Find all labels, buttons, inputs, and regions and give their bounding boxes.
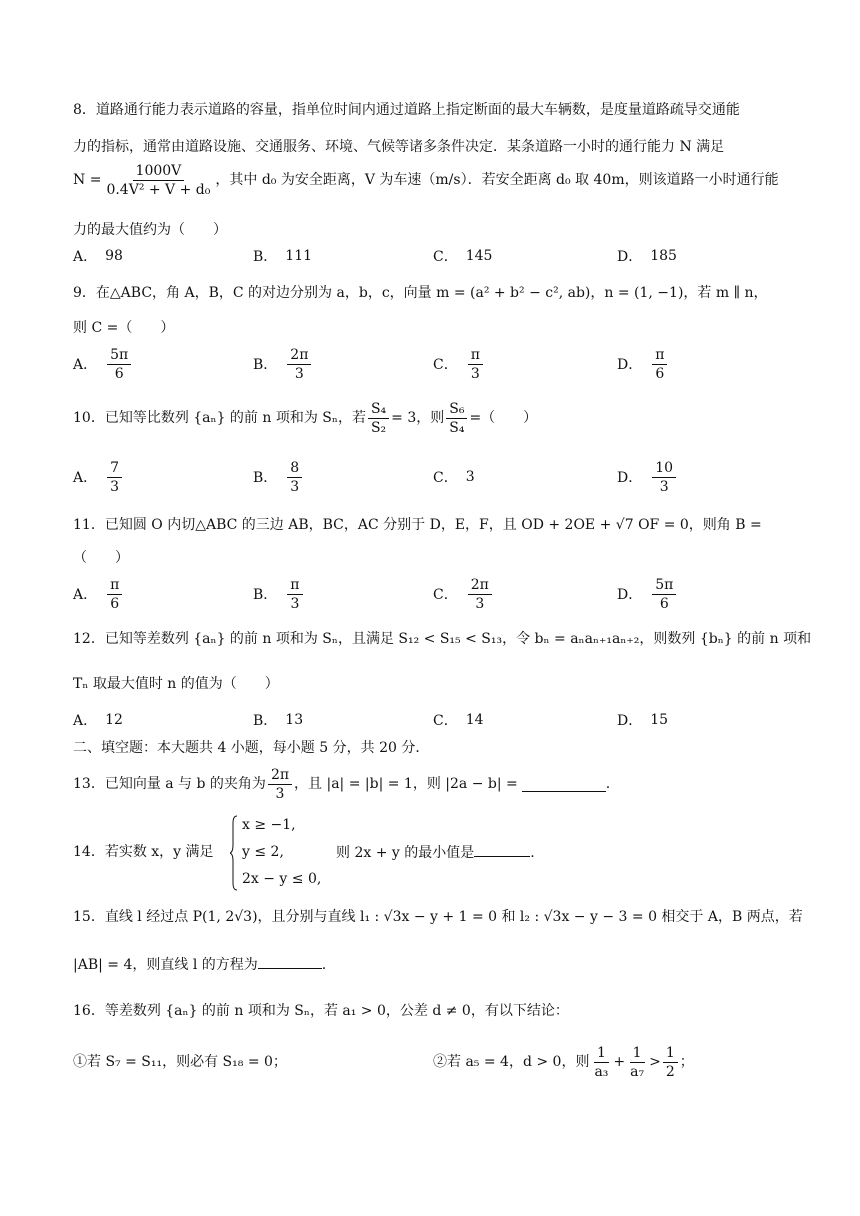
q8-line1: 8．道路通行能力表示道路的容量，指单位时间内通过道路上指定断面的最大车辆数，是度量道路疏导交通能 [73, 102, 740, 118]
q10-pre: 10．已知等比数列 {aₙ} 的前 n 项和为 Sₙ，若 [73, 410, 366, 426]
q10-mid: = 3，则 [391, 410, 445, 426]
q8-option-c[interactable]: C． 145 [433, 248, 493, 265]
q9-option-d[interactable]: D． $\frac{\pi}{6}$ [617, 342, 669, 386]
q9-option-c[interactable]: C． $\frac{\pi}{3}$ [433, 342, 485, 386]
q13-answer-blank[interactable] [522, 777, 606, 792]
q13-fraction: $\frac{2\pi}{3}$ [268, 766, 292, 803]
q12-line2: Tₙ 取最大值时 n 的值为（ ） [73, 676, 279, 692]
q8-option-b[interactable]: B． 111 [253, 248, 313, 265]
q8-formula-lhs: N = [73, 172, 102, 188]
q8-formula-line [73, 160, 779, 200]
q13-line [73, 762, 610, 806]
q8-options [73, 234, 793, 278]
q15-line2-wrap [73, 954, 326, 975]
q10-fraction-2: $\frac{\text{S₆}}{\text{S₄}}$ [446, 400, 467, 437]
q9-option-a[interactable]: A． $\frac{5\pi}{6}$ [73, 342, 133, 386]
q16-item2-fraction-3: $\frac{1}{2}$ [663, 1044, 678, 1081]
q15-end: . [321, 957, 327, 973]
q14-constraint-1: x ≥ −1, [242, 817, 296, 833]
q15-line2: |AB| = 4，则直线 l 的方程为 [73, 957, 258, 973]
q10-post: =（ ） [469, 410, 538, 426]
q8-line2: 力的指标，通常由道路设施、交通服务、环境、气候等诸多条件决定．某条道路一小时的通行能力 N 满足 [73, 139, 725, 155]
q10-line [73, 398, 537, 438]
q16-item2-end: ； [679, 1054, 694, 1070]
q15-answer-blank[interactable] [258, 954, 322, 969]
q14-constraint-2: y ≤ 2, [242, 844, 284, 860]
section-heading-fill-in: 二、填空题：本大题共 4 小题，每小题 5 分，共 20 分． [73, 740, 430, 756]
q9-options [73, 342, 793, 386]
q11-options [73, 572, 793, 616]
q12-option-c[interactable]: C． 14 [433, 712, 484, 729]
q11-option-c[interactable]: C． $\frac{2\pi}{3}$ [433, 572, 494, 616]
q13-end: . [605, 776, 611, 792]
q16-item2-gt: > [649, 1054, 661, 1070]
q11-option-d[interactable]: D． $\frac{5\pi}{6}$ [617, 572, 678, 616]
q9-option-b[interactable]: B． $\frac{2\pi}{3}$ [253, 342, 313, 386]
q8-option-d[interactable]: D． 185 [617, 248, 677, 265]
q11-line2: （ ） [73, 550, 129, 566]
q11-option-a[interactable]: A． $\frac{\pi}{6}$ [73, 572, 124, 616]
q10-option-c[interactable]: C． 3 [433, 469, 475, 486]
q9-line2: 则 C =（ ） [73, 320, 175, 336]
q12-options [73, 698, 793, 742]
q10-fraction-1: $\frac{\text{S₄}}{\text{S₂}}$ [368, 400, 389, 437]
q9-line1: 9．在△ABC，角 A，B，C 的对边分别为 a，b，c，向量 m = (a² + b² − c², ab)，n = (1, −1)，若 m ∥ n， [73, 285, 768, 301]
q11-line1: 11．已知圆 O 内切△ABC 的三边 AB，BC，AC 分别于 D，E，F，且 OD + 2OE + √7 OF = 0，则角 B = [73, 517, 762, 533]
q12-line1: 12．已知等差数列 {aₙ} 的前 n 项和为 Sₙ，且满足 S₁₂ < S₁₅ < S₁₃，令 bₙ = aₙaₙ₊₁aₙ₊₂，则数列 {bₙ} 的前 n 项和 [73, 631, 812, 647]
q12-option-b[interactable]: B． 13 [253, 712, 304, 729]
q10-options [73, 455, 793, 499]
q16-item2-fraction-1: $\frac{1}{\text{a₃}}$ [594, 1044, 609, 1080]
q16-item2-plus: + [613, 1054, 626, 1070]
q14-left-brace [230, 815, 238, 891]
q13-post: ，且 |a| = |b| = 1，则 |2a − b| = [294, 776, 518, 792]
q8-line4: 力的最大值约为（ ） [73, 222, 227, 238]
q16-item2 [433, 1040, 694, 1084]
q14-end: . [530, 845, 535, 861]
q16-item1: ①若 S₇ = S₁₁，则必有 S₁₈ = 0； [73, 1054, 287, 1070]
q8-option-a[interactable]: A． 98 [73, 248, 123, 265]
q14-answer-blank[interactable] [474, 842, 530, 857]
q14-constraint-system [230, 815, 320, 891]
q8-formula-fraction [103, 162, 213, 199]
q14-constraint-3: 2x − y ≤ 0, [242, 871, 322, 887]
q12-option-a[interactable]: A． 12 [73, 712, 123, 729]
q8-line3: ，其中 d₀ 为安全距离，V 为车速（m/s）．若安全距离 d₀ 取 40m，则该道路一小时通行能 [215, 172, 779, 188]
q11-option-b[interactable]: B． $\frac{\pi}{3}$ [253, 572, 305, 616]
q14-post-line [336, 842, 535, 863]
q16-item2-pre: ②若 a₅ = 4，d > 0，则 [433, 1054, 590, 1070]
q8-formula-denominator: 0.4V² + V + d₀ [106, 181, 211, 198]
q10-option-b[interactable]: B． $\frac{8}{3}$ [253, 455, 304, 499]
q12-option-d[interactable]: D． 15 [617, 712, 669, 729]
q10-option-a[interactable]: A． $\frac{7}{3}$ [73, 455, 124, 499]
q14-post: 则 2x + y 的最小值是 [336, 845, 475, 861]
q10-option-d[interactable]: D． $\frac{10}{3}$ [617, 455, 678, 499]
q14-pre: 14．若实数 x，y 满足 [73, 844, 214, 860]
q15-line1: 15．直线 l 经过点 P(1, 2√3)，且分别与直线 l₁ : √3x − y + 1 = 0 和 l₂ : √3x − y − 3 = 0 相交于 A，B 两点，若 [73, 909, 803, 925]
q8-formula-numerator: 1000V [133, 162, 185, 181]
q16-item2-fraction-2: $\frac{1}{\text{a₇}}$ [630, 1044, 645, 1080]
q16-line1: 16．等差数列 {aₙ} 的前 n 项和为 Sₙ，若 a₁ > 0，公差 d ≠ 0，有以下结论： [73, 1003, 569, 1019]
q13-pre: 13．已知向量 a 与 b 的夹角为 [73, 776, 266, 792]
